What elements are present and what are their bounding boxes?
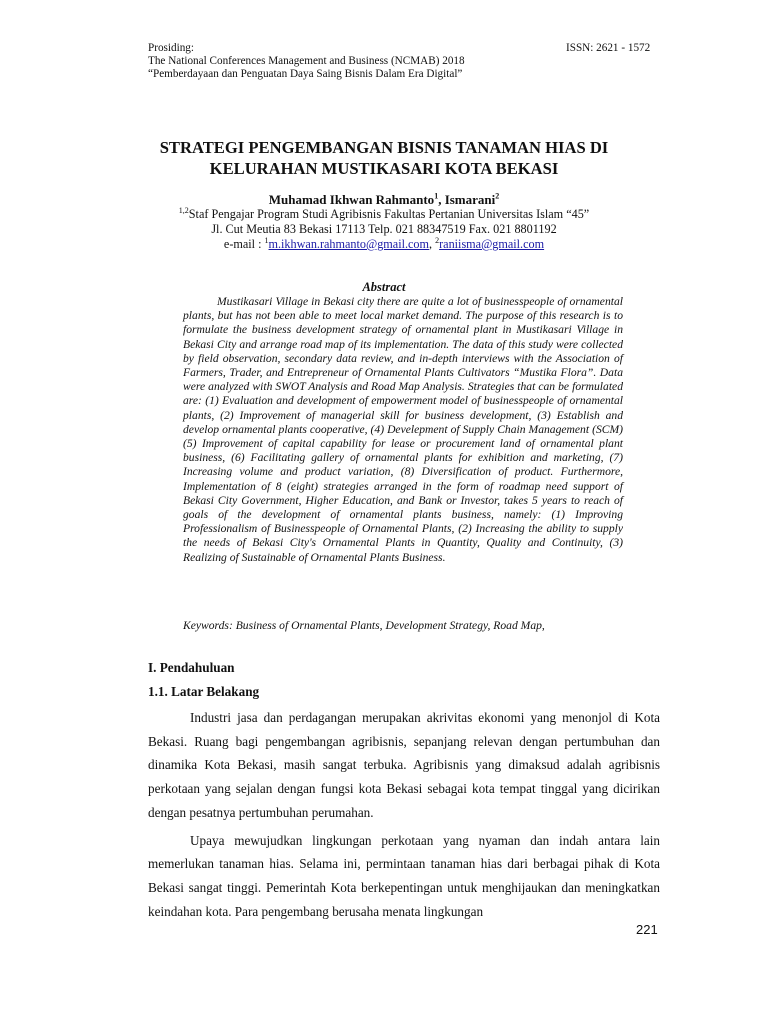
email-1-link[interactable]: m.ikhwan.rahmanto@gmail.com	[268, 237, 430, 251]
issn: ISSN: 2621 - 1572	[566, 42, 651, 54]
section-heading: I. Pendahuluan	[148, 660, 235, 675]
paragraph-2: Upaya mewujudkan lingkungan perkotaan yang nyaman dan indah antara lain memerlukan tanaman hias. Selama ini, permintaan tanaman hias dari berbagai pihak di Kota Bekasi sangat tinggi. Pemerintah Kota berkepentingan untuk menghijaukan dan meningkatkan keindahan kota. Para pengembang berusaha menata lingkungan	[148, 832, 660, 919]
author-line	[0, 192, 768, 208]
author-1: Muhamad Ikhwan Rahmanto	[268, 192, 435, 207]
email-2-sup: 2	[435, 235, 440, 245]
title-line-1: STRATEGI PENGEMBANGAN BISNIS TANAMAN HIAS DI	[159, 138, 609, 157]
running-header	[148, 42, 465, 81]
email-line	[0, 237, 768, 252]
author-2-sup: 2	[495, 191, 500, 201]
address: Jl. Cut Meutia 83 Bekasi 17113 Telp. 021 88347519 Fax. 021 8801192	[211, 222, 557, 236]
conference-theme: “Pemberdayaan dan Penguatan Daya Saing Bisnis Dalam Era Digital”	[148, 68, 463, 80]
affiliation-text: Staf Pengajar Program Studi Agribisnis Fakultas Pertanian Universitas Islam “45”	[188, 207, 590, 221]
prosiding-label: Prosiding:	[148, 42, 195, 54]
affiliation-block	[0, 207, 768, 252]
paragraph-1: Industri jasa dan perdagangan merupakan akrivitas ekonomi yang menonjol di Kota Bekasi. Ruang bagi pengembangan agribisnis, sepanjang relevan dengan pertumbuhan dan dinamika Kota Bekasi, masih sangat terbuka. Agribisnis yang dimaksud adalah agribisnis perkotaan yang sejalan dengan fungsi kota Bekasi sebagai kota tempat tinggal yang dicirikan dengan pesatnya pertumbuhan perumahan.	[148, 710, 660, 820]
abstract-body	[183, 295, 623, 565]
email-1-sup: 1	[264, 235, 269, 245]
author-1-sup: 1	[434, 191, 439, 201]
author-separator: ,	[438, 192, 445, 207]
email-2-link[interactable]: raniisma@gmail.com	[439, 237, 545, 251]
keywords: Keywords: Business of Ornamental Plants, Development Strategy, Road Map,	[183, 619, 545, 632]
page-number: 221	[636, 922, 658, 937]
paper-title	[0, 137, 768, 179]
title-line-2: KELURAHAN MUSTIKASARI KOTA BEKASI	[209, 159, 559, 178]
abstract-heading: Abstract	[362, 280, 406, 294]
body-text	[148, 706, 660, 927]
conference-name: The National Conferences Management and Business (NCMAB) 2018	[148, 55, 465, 67]
email-prefix: e-mail :	[223, 237, 265, 251]
email-separator: ,	[429, 237, 436, 251]
subsection-heading: 1.1. Latar Belakang	[148, 684, 260, 699]
affiliation-sup: 1,2	[178, 205, 189, 215]
abstract-text: Mustikasari Village in Bekasi city there are quite a lot of businesspeople of ornamental plants, but has not been able to meet local market demand. The purpose of this research is to formulate the business development strategy of ornamental plant in Mustikasari Village in Bekasi City and arrange road map of its implementation. The data of this study were collected by field observation, secondary data review, and in-depth interviews with the Association of Farmers, Trader, and Entrepreneur of Ornamental Plants Cultivators “Mustika Flora”. Data were analyzed with SWOT Analysis and Road Map Analysis. Strategies that can be formulated are: (1) Evaluation and development of empowerment model of businesspeople of ornamental plants, (2) Improvement of managerial skill for business development, (3) Establish and develop ornamental plants cooperative, (4) Develepment of Supply Chain Management (SCM) (5) Improvement of capital capability for lease or procurement land of ornamental plant business, (6) Facilitating gallery of ornamental plants for exhibition and marketing, (7) Increasing volume and product variation, (8) Diversification of product. Furthermore, Implementation of 8 (eight) strategies arranged in the form of roadmap need support of Bekasi City Government, Higher Education, and Bank or Investor, takes 5 years to reach of goals of the development of ornamental plants business, namely: (1) Improving Professionalism of Businesspeople of Ornamental Plants, (2) Increasing the ability to supply the needs of Bekasi City's Ornamental Plants in Quantity, Quality and Continuity, (3) Realizing of Sustainable of Ornamental Plants Business.	[183, 295, 623, 564]
affiliation	[0, 207, 768, 222]
author-2: Ismarani	[444, 192, 496, 207]
